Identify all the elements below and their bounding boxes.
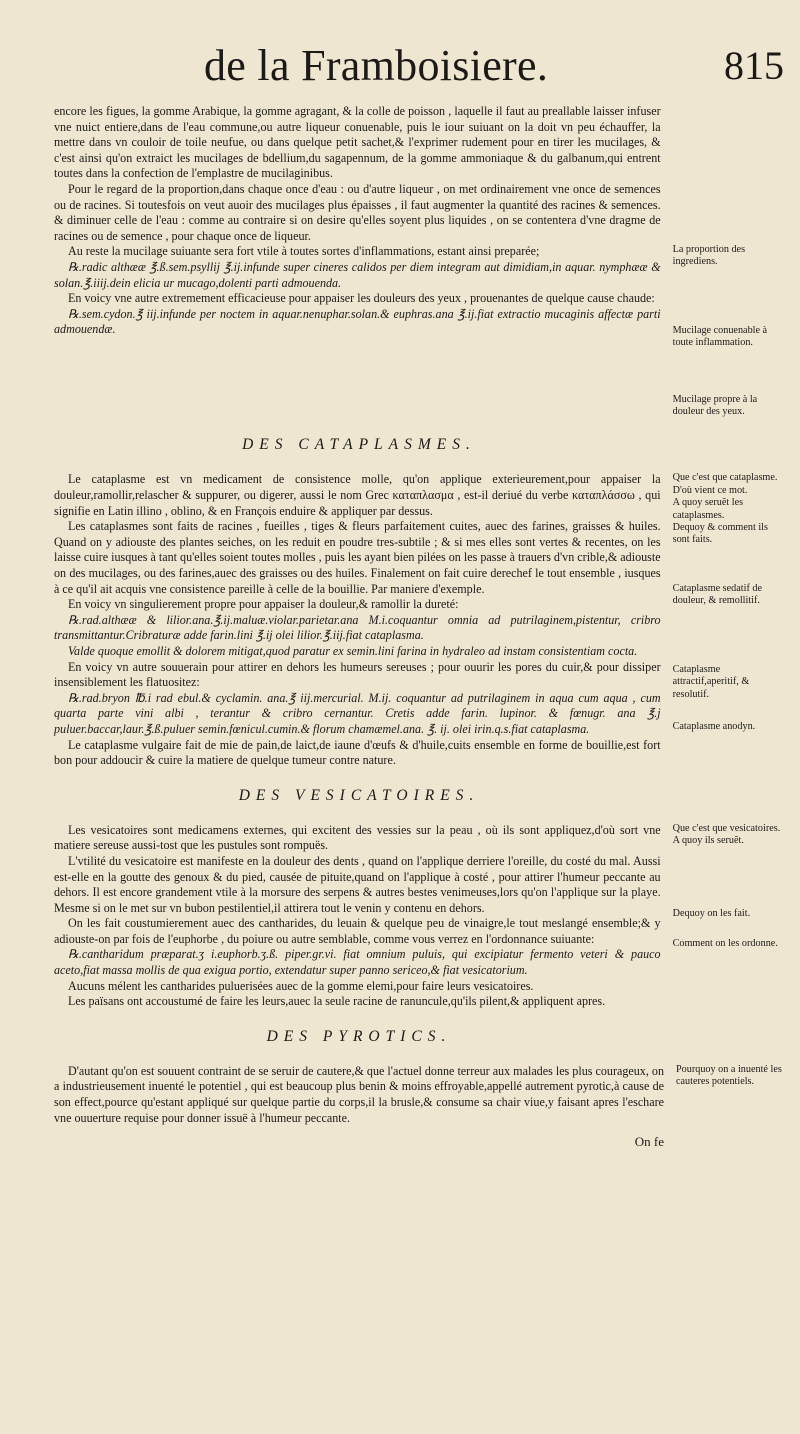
margin-note: A quoy seruẽt les cataplasmes. — [672, 497, 744, 521]
margin-note: A quoy ils seruẽt. — [672, 835, 744, 847]
paragraph: Aucuns mélent les cantharides puluerisées auec de la gomme elemi,pour faire leurs vesicatoires. — [68, 978, 534, 993]
page-header — [54, 36, 786, 92]
section-vesicatoires — [54, 823, 782, 1010]
margin-notes — [673, 823, 782, 951]
paragraph: Le cataplasme est vn medicament de consistence molle, qu'on applique exterieurement,pour appaiser la douleur,ramollir,relascher & suppurer, ou digerer, aussi le nom Grec καταπλασμα , est-il deriué du verbe καταπλάσσω , qui signifie en Latin illino , oblino, & en François enduire & appliquer par dessus. — [54, 472, 661, 518]
main-column — [54, 472, 661, 768]
margin-note: D'où vient ce mot. — [672, 484, 748, 496]
margin-note: Mucilage conuenable à toute inflammation. — [672, 324, 768, 349]
margin-note: Pourquoy on a inuenté les cauteres potentiels. — [676, 1063, 782, 1088]
main-column — [54, 823, 661, 1010]
section-cataplasmes — [54, 472, 782, 768]
margin-note: Mucilage propre à la douleur des yeux. — [672, 393, 758, 418]
recipe-paragraph: Valde quoque emollit & dolorem mitigat,quod paratur ex semin.lini farina in hydraleo ad instam consistentiam cocta. — [68, 643, 638, 658]
paragraph: encore les figues, la gomme Arabique, la gomme agragant, & la colle de poisson , laquelle il faut au preallable laisser infuser vne nuict entiere,dans de l'eau commune,ou autre liqueur conuenable, puis le iour suiuant on la doit vn peu échauffer, la mettre dans vn couloir de toile neufue, ou dans quelque petit sachet,& l'exprimer rudement pour en tirer les mucilages, & c'est ainsi qu'on extraict les mucilages de bdellium,du sagapennum, de la gomme ammoniaque & du galbanum,qui entrent toutes dans la confection de l'emplastre de mucilaginibus. — [54, 104, 661, 181]
paragraph: En voicy vn autre souuerain pour attirer en dehors les humeurs sereuses ; pour ouurir les pores du cuir,& pour dissiper insensiblement les flatuositez: — [54, 659, 661, 690]
margin-notes — [673, 104, 782, 418]
section-heading: DES CATAPLASMES. — [242, 436, 476, 454]
margin-note: Dequoy on les fait. — [672, 907, 751, 919]
margin-note: La proportion des ingrediens. — [672, 244, 746, 268]
recipe-paragraph: ℞.radic althææ ℥.ß.sem.psyllij ℥.ij.infunde super cineres calidos per diem integram aut dimidiam,in aquar. nymphææ & solan.℥.iiij.dein elicia ur mucago,dolenti parti admouenda. — [54, 259, 661, 290]
paragraph: Le cataplasme vulgaire fait de mie de pain,de laict,de iaune d'œufs & d'huile,cuits ensemble en forme de bouillie,est fort bon pour addoucir & cuire la matiere de quelque tumeur contre nature. — [54, 737, 661, 768]
recipe-paragraph: ℞.cantharidum præparat.ʒ i.euphorb.ʒ.ß. piper.gr.vi. fiat omnium puluis, qui excipiatur fermento veteri & pauco aceto,fiat massa mollis de qua exigua portio, extendatur super panno sericeo,& fiat vesicatorium. — [54, 947, 661, 978]
page-number: 815 — [724, 43, 784, 88]
section-heading: DES PYROTICS. — [266, 1027, 452, 1045]
paragraph: Les vesicatoires sont medicamens externes, qui excitent des vessies sur la peau , où ils sont appliquez,d'où sort vne matiere sereuse aussi-tost que les pustules sont rompuës. — [54, 822, 661, 853]
margin-note: Que c'est que vesicatoires. — [672, 822, 781, 834]
margin-note: Que c'est que cataplasme. — [672, 472, 778, 484]
section-mucilages — [54, 104, 782, 418]
margin-note: Comment on les ordonne. — [672, 937, 778, 949]
recipe-paragraph: ℞.sem.cydon.℥ iij.infunde per noctem in aquar.nenuphar.solan.& euphras.ana ℥.ij.fiat extractio mucaginis affectæ parti admouendæ. — [54, 306, 661, 337]
paragraph: D'autant qu'on est souuent contraint de se seruir de cautere,& que l'actuel donne terreur aux malades les plus courageux, on a industrieusement inuenté le potentiel , qui est beaucoup plus benin & moins effroyable,appellé autrement pyrotic,à cause de son effect,pource qu'estant appliqué sur quelque partie du corps,il la brusle,& consume sa chair viue,y faisant apres l'eschare vne ouuerture requise pour donner issuë à l'humeur peccante. — [54, 1063, 664, 1125]
margin-notes — [673, 472, 782, 733]
running-title: de la Framboisiere. — [204, 41, 549, 90]
paragraph: On les fait coustumierement auec des cantharides, du leuain & quelque peu de vinaigre,le tout meslangé ensemble;& y adiouste-on par fois de l'euphorbe , du poiure ou autre semblable, comme vous verrez en l'ordonnance suiuante: — [54, 916, 661, 946]
section-pyrotics — [54, 1064, 782, 1150]
paragraph: Les cataplasmes sont faits de racines , fueilles , tiges & fleurs parfaitement cuites, auec des farines, graisses & huiles. Quand on y adiouste des plantes seiches, on les reduit en poudre tres-subtile ; & si mes elles sont vertes & recentes, on les laisse cuire iusques à tant qu'elles soient toutes molles , puis les ayant bien pilées on les passe à trauers d'vn crible,& adiouste on des mucilages, ou des farines,auec des graisses ou des huiles. Finalement on fait cuire derechef le tout ensemble , iusques à ce qu'il ait acquis vne consistence pareille à celle de la bouillie. Par maniere d'exemple. — [54, 519, 661, 596]
margin-note: Cataplasme sedatif de douleur, & remollitif. — [672, 582, 762, 607]
margin-notes — [676, 1064, 782, 1089]
paragraph: Au reste la mucilage suiuante sera fort vtile à toutes sortes d'inflammations, estant ainsi preparée; — [68, 244, 540, 259]
section-heading: DES VESICATOIRES. — [238, 786, 480, 804]
page-body — [54, 104, 782, 1150]
catchword: On fe — [634, 1134, 664, 1150]
paragraph: Les païsans ont accoustumé de faire les leurs,auec la seule racine de ranuncule,qu'ils pilent,& appliquent apres. — [68, 994, 606, 1009]
recipe-paragraph: ℞.rad.bryon ℔.i rad ebul.& cyclamin. ana.℥ iij.mercurial. M.ij. coquantur ad putrilaginem in aqua cum aqua , cum quarta parte vini albi , terantur & cribro cernantur. Cretis adde farin. lupinor. & fœnugr. ana ℥.j puluer.baccar,laur.℥.ß.puluer semin.fœnicul.cumin.& florum chamæmel.ana. ℥. ij. olei irin.q.s.fiat cataplasma. — [54, 690, 661, 736]
paragraph: L'vtilité du vesicatoire est manifeste en la douleur des dents , quand on l'applique derriere l'oreille, du costé du mal. Aussi est-elle en la goutte des genoux & du pied, causée de pituite,quand on l'applique à costé , pour attirer l'humeur peccante au dehors. Il est encore grandement vtile à la morsure des serpens & autres bestes venimeuses,lors qu'on l'applique sur la playe. Mesme si on le met sur vn bubon pestilentiel,il attirera tout le venin y contenu en dehors. — [54, 853, 661, 915]
paragraph: Pour le regard de la proportion,dans chaque once d'eau : ou d'autre liqueur , on met ordinairement vne once de semences ou de racines. Si toutesfois on veut auoir des mucilages plus épaisses , il faut augmenter la quantité des racines & semences. & diminuer celle de l'eau : comme au contraire si on desire qu'elles soyent plus liquides , on se contentera d'vne dragme de racines ou de semence , pour chaque once de liqueur. — [54, 181, 661, 243]
main-column — [54, 1064, 664, 1150]
paragraph: En voicy vn singulierement propre pour appaiser la douleur,& ramollir la dureté: — [68, 597, 459, 612]
recipe-paragraph: ℞.rad.althææ & lilior.ana.℥.ij.maluæ.violar.parietar.ana M.i.coquantur omnia ad putrilaginem,pistentur, cribro transmittantur.Cribraturæ adde farin.lini ℥.ij olei lilior.℥.iij.fiat cataplasma. — [54, 612, 661, 643]
margin-note: Dequoy & comment ils sont faits. — [672, 522, 768, 546]
margin-note: Cataplasme attractif,aperitif, & resolutif. — [672, 663, 750, 700]
margin-note: Cataplasme anodyn. — [672, 720, 756, 732]
paragraph: En voicy vne autre extremement efficacieuse pour appaiser les douleurs des yeux , prouenantes de quelque cause chaude: — [68, 291, 655, 306]
main-column — [54, 104, 661, 338]
